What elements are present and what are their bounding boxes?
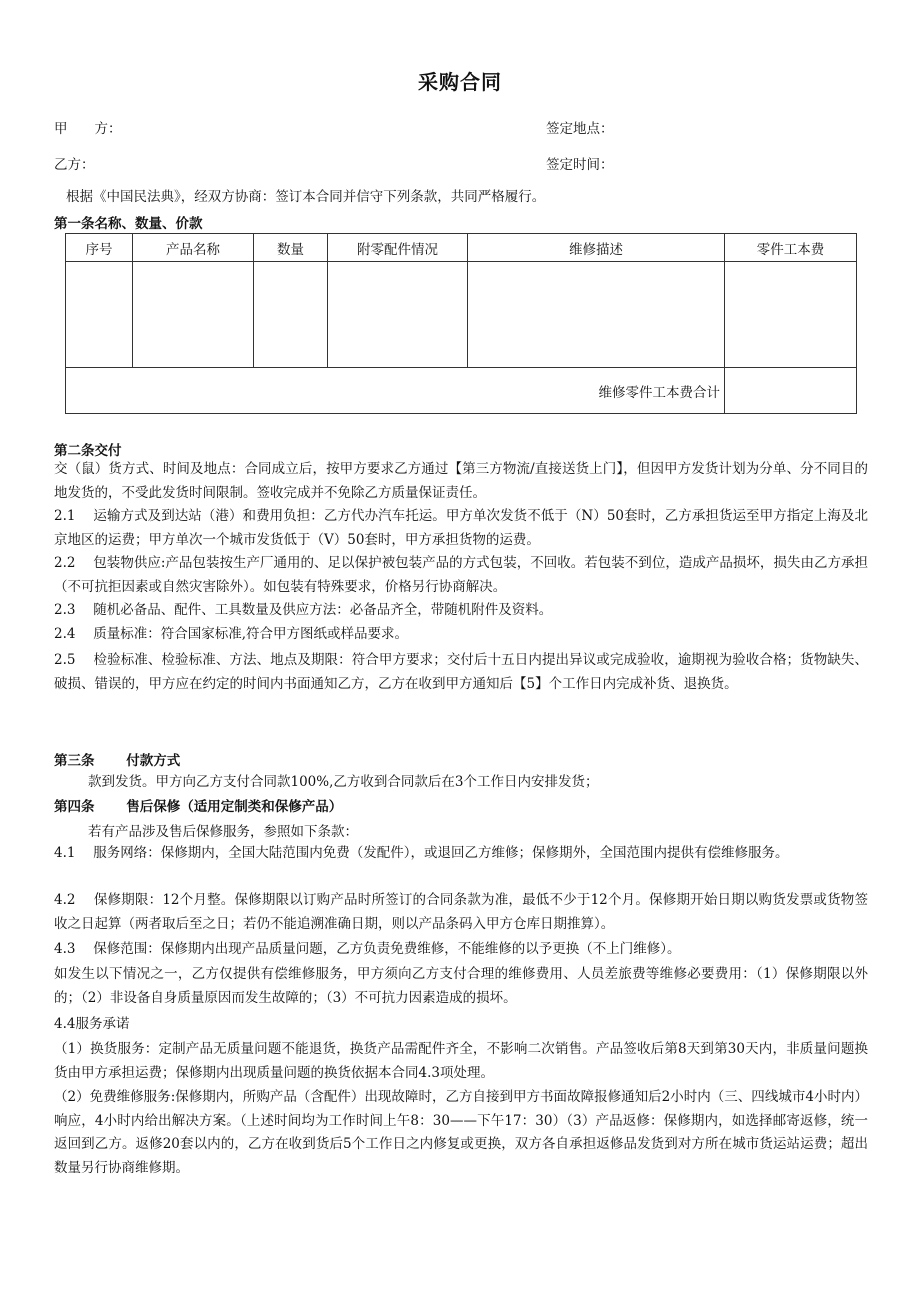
party-a-label: 甲 方： xyxy=(54,121,122,137)
article1-heading: 第一条名称、数量、价款 xyxy=(54,216,203,232)
table-row xyxy=(66,262,857,368)
sign-time-label: 签定时间： xyxy=(546,157,614,173)
table-header-row xyxy=(66,234,857,262)
clause-2-3: 2.3 随机必备品、配件、工具数量及供应方法：必备品齐全，带随机附件及资料。 xyxy=(54,602,553,618)
intro-text: 根据《中国民法典》，经双方协商：签订本合同并信守下列条款，共同严格履行。 xyxy=(66,189,546,205)
table-cell xyxy=(725,262,857,368)
total-value-cell xyxy=(725,368,857,414)
clause-4-4-repair: （2）免费维修服务:保修期内，所购产品（含配件）出现故障时，乙方自接到甲方书面故障报修通知后2小时内（三、四线城市4小时内）响应，4小时内给出解决方案。（上述时间均为工作时间上午8：30——下午17：30）（3）产品返修：保修期内，如选择邮寄返修，统一返回到乙方。返修20套以内的，乙方在收到货后5个工作日之内修复或更换，双方各自承担返修品发货到对方所在城市货运站运费；超出数量另行协商维修期。 xyxy=(54,1089,868,1176)
article4-intro: 若有产品涉及售后保修服务，参照如下条款： xyxy=(88,824,358,840)
total-label: 维修零件工本费合计 xyxy=(66,368,725,414)
article2-delivery-text: 交（鼠）货方式、时间及地点：合同成立后，按甲方要求乙方通过【第三方物流/直接送货上门】，但因甲方发货计划为分单、分不同目的地发货的，不受此发货时间限制。签收完成并不免除乙方质量保证责任。 xyxy=(54,461,868,501)
clause-4-4-heading: 4.4服务承诺 xyxy=(54,1016,130,1032)
table-cell xyxy=(254,262,328,368)
party-b-label: 乙方： xyxy=(54,157,95,173)
sign-place-label: 签定地点： xyxy=(546,121,614,137)
table-cell xyxy=(468,262,725,368)
article2-heading: 第二条交付 xyxy=(54,443,122,459)
clause-4-4-exchange: （1）换货服务：定制产品无质量问题不能退货，换货产品需配件齐全，不影响二次销售。产品签收后第8天到第30天内，非质量问题换货由甲方承担运费；保修期内出现质量问题的换货依据本合同4.3项处理。 xyxy=(54,1041,868,1081)
clause-4-1: 4.1 服务网络：保修期内，全国大陆范围内免费（发配件），或退回乙方维修；保修期外，全国范围内提供有偿维修服务。 xyxy=(54,845,789,861)
items-table xyxy=(65,233,857,414)
column-header: 零件工本费 xyxy=(725,234,857,262)
clause-4-3: 4.3 保修范围：保修期内出现产品质量问题，乙方负责免费维修，不能维修的以予更换（不上门维修）。 xyxy=(54,941,681,957)
table-cell xyxy=(328,262,468,368)
column-header: 序号 xyxy=(66,234,133,262)
clause-2-2: 2.2 包装物供应:产品包装按生产厂通用的、足以保护被包装产品的方式包装，不回收。若包装不到位，造成产品损坏，损失由乙方承担（不可抗拒因素或自然灾害除外）。如包装有特殊要求，价格另行协商解决。 xyxy=(54,555,868,595)
article4-heading: 第四条 售后保修（适用定制类和保修产品） xyxy=(54,799,343,815)
column-header: 附零配件情况 xyxy=(328,234,468,262)
document-title: 采购合同 xyxy=(418,70,502,94)
column-header: 维修描述 xyxy=(468,234,725,262)
column-header: 数量 xyxy=(254,234,328,262)
table-cell xyxy=(133,262,254,368)
table-total-row xyxy=(66,368,857,414)
table-cell xyxy=(66,262,133,368)
article3-heading: 第三条 付款方式 xyxy=(54,753,181,769)
clause-4-3-exceptions: 如发生以下情况之一，乙方仅提供有偿维修服务，甲方须向乙方支付合理的维修费用、人员差旅费等维修必要费用：（1）保修期限以外的；（2）非设备自身质量原因而发生故障的；（3）不可抗力因素造成的损坏。 xyxy=(54,966,868,1006)
clause-2-1: 2.1 运输方式及到达站（港）和费用负担：乙方代办汽车托运。甲方单次发货不低于（N）50套时，乙方承担货运至甲方指定上海及北京地区的运费；甲方单次一个城市发货低于（V）50套时，甲方承担货物的运费。 xyxy=(54,508,868,548)
column-header: 产品名称 xyxy=(133,234,254,262)
clause-2-4: 2.4 质量标准：符合国家标准,符合甲方图纸或样品要求。 xyxy=(54,626,409,642)
clause-2-5: 2.5 检验标准、检验标准、方法、地点及期限：符合甲方要求；交付后十五日内提出异议或完成验收，逾期视为验收合格；货物缺失、破损、错误的，甲方应在约定的时间内书面通知乙方，乙方在收到甲方通知后【5】个工作日内完成补货、退换货。 xyxy=(54,652,868,692)
article3-text: 款到发货。甲方向乙方支付合同款100%,乙方收到合同款后在3个工作日内安排发货； xyxy=(88,774,599,790)
clause-4-2: 4.2 保修期限：12个月整。保修期限以订购产品时所签订的合同条款为准，最低不少于12个月。保修期开始日期以购货发票或货物签收之日起算（两者取后至之日；若仍不能追溯准确日期，则以产品条码入甲方仓库日期推算）。 xyxy=(54,892,868,932)
